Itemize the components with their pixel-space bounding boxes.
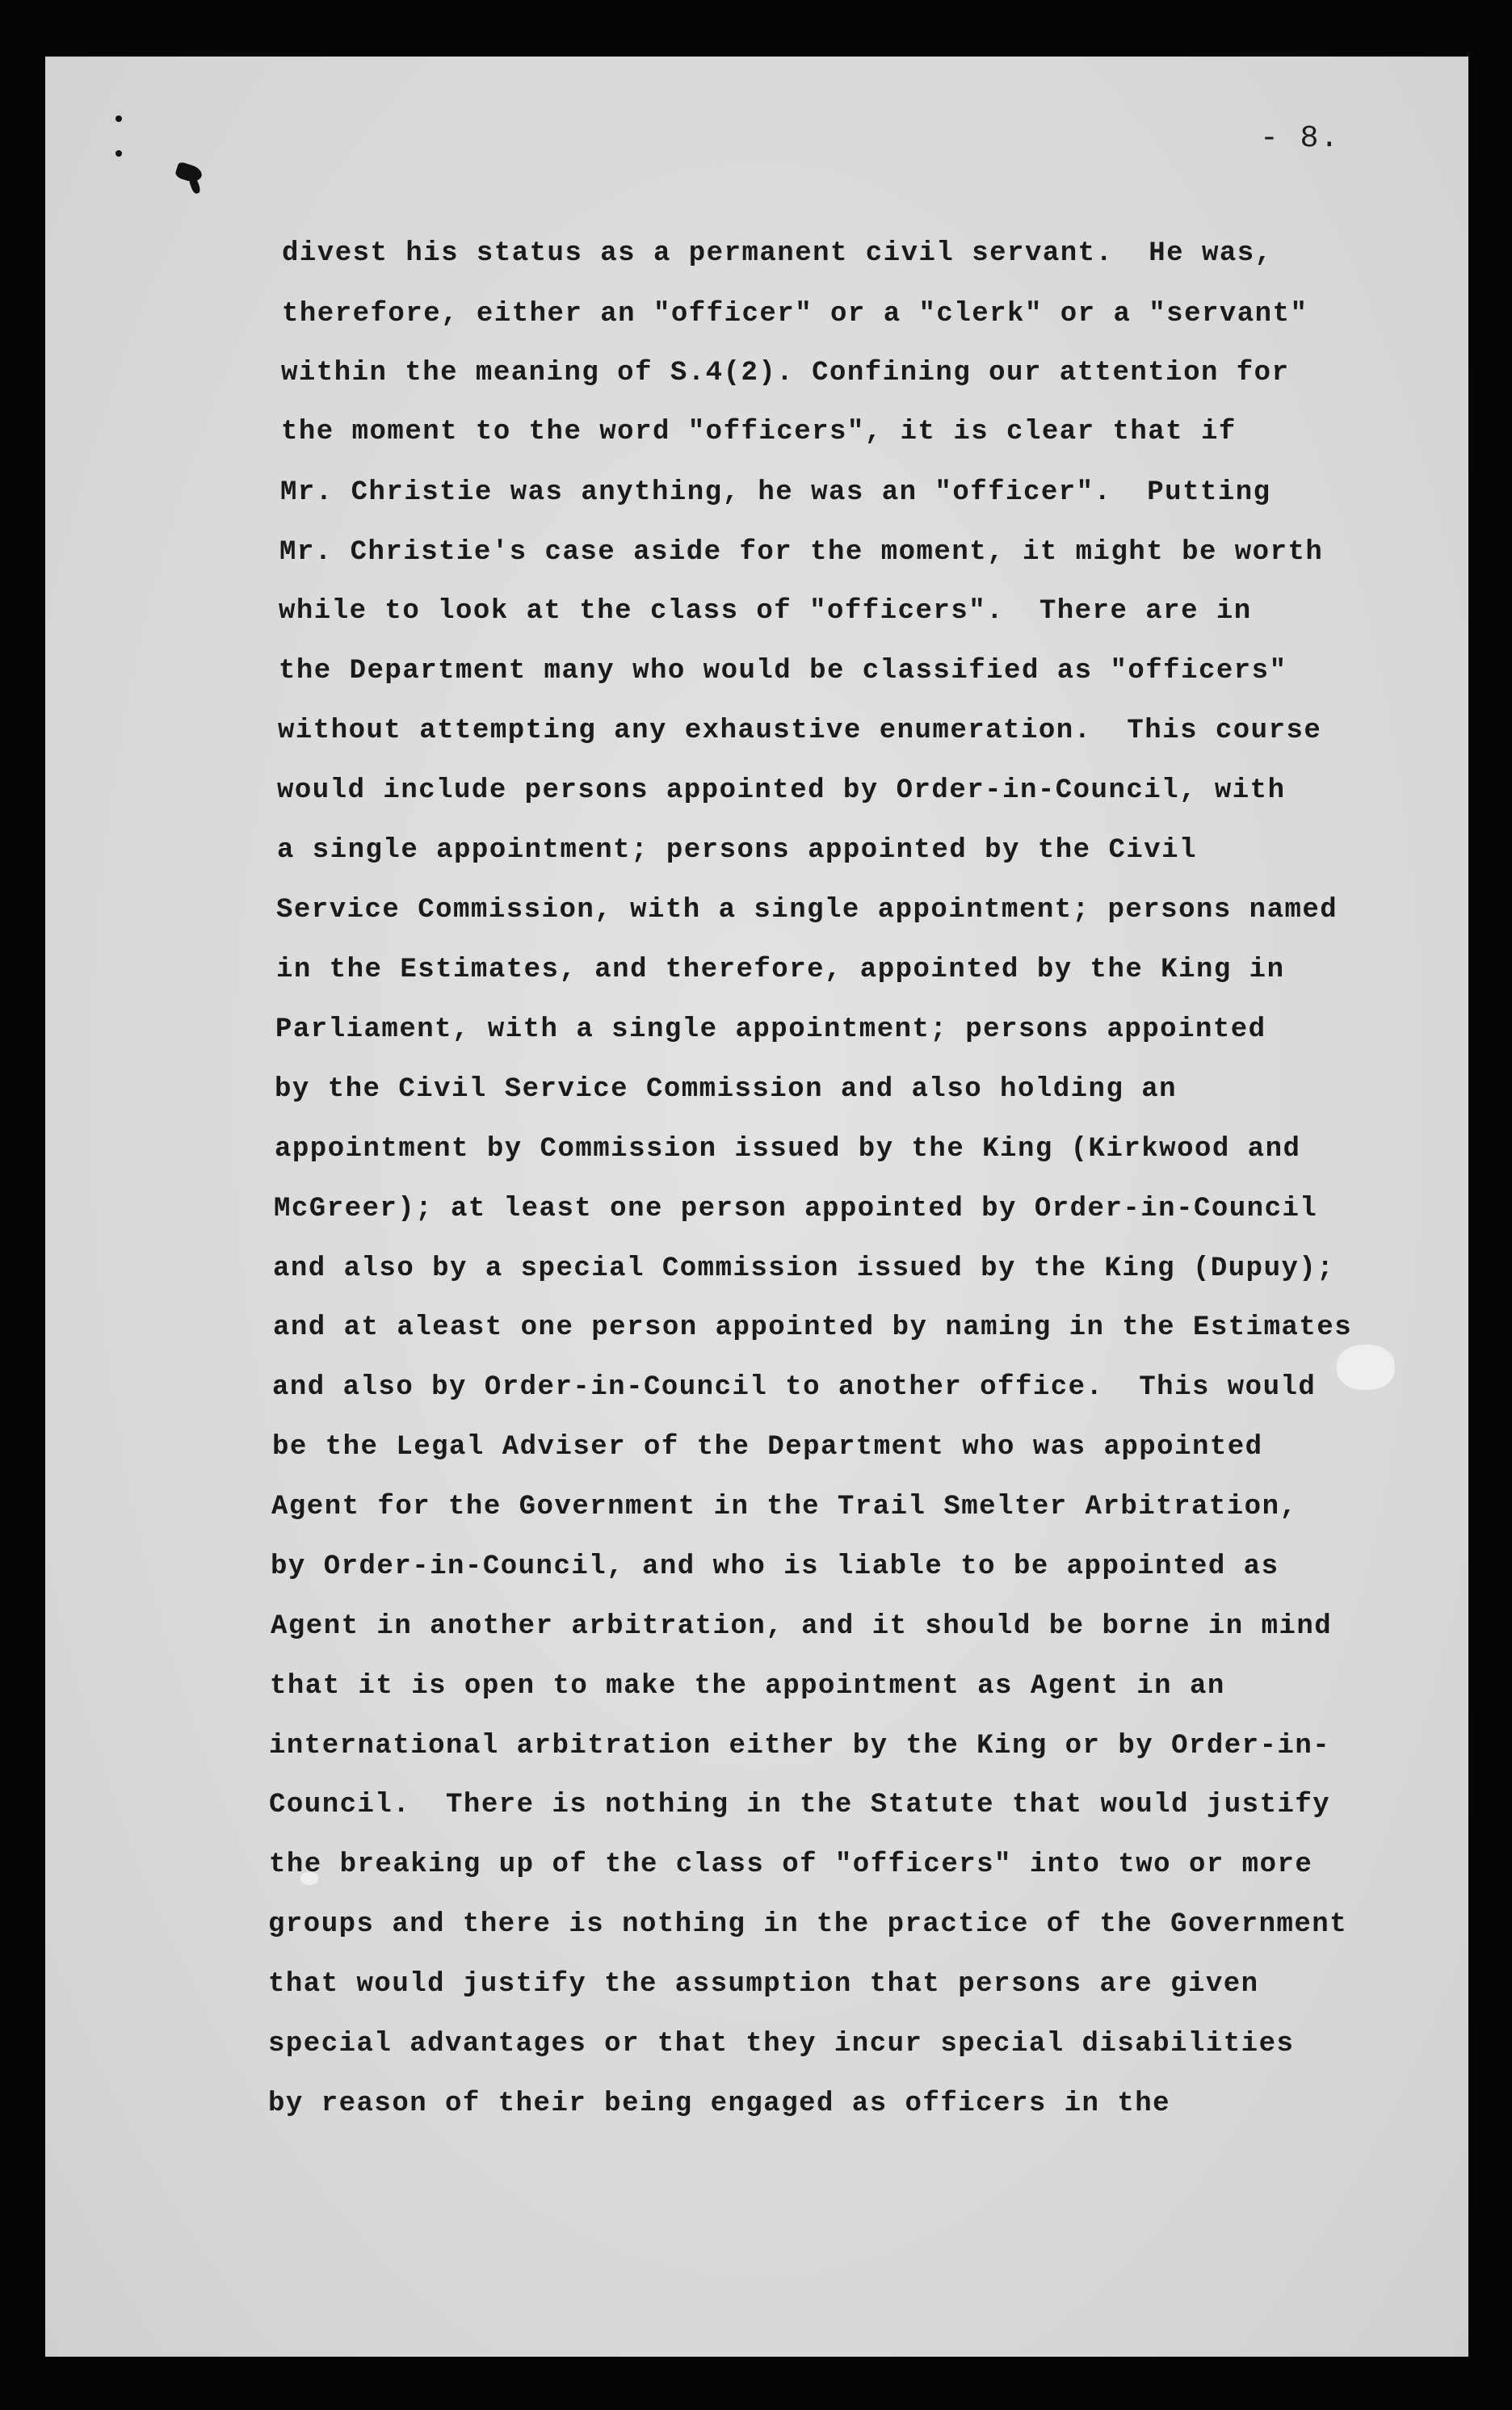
text-line: while to look at the class of "officers". There are in bbox=[279, 596, 1252, 627]
text-line: and at aleast one person appointed by naming in the Estimates bbox=[273, 1312, 1353, 1343]
text-line: Agent for the Government in the Trail Smelter Arbitration, bbox=[271, 1492, 1298, 1522]
text-line: Service Commission, with a single appointment; persons named bbox=[276, 895, 1338, 926]
text-line: the moment to the word "officers", it is clear that if bbox=[281, 417, 1237, 447]
text-line: that it is open to make the appointment as Agent in an bbox=[270, 1671, 1225, 1702]
text-line: by Order-in-Council, and who is liable to be appointed as bbox=[271, 1551, 1279, 1582]
text-line: divest his status as a permanent civil servant. He was, bbox=[282, 238, 1273, 269]
text-line: Council. There is nothing in the Statute that would justify bbox=[269, 1790, 1331, 1820]
text-line: the breaking up of the class of "officers" into two or more bbox=[269, 1849, 1313, 1880]
text-line: that would justify the assumption that persons are given bbox=[268, 1969, 1259, 2000]
text-line: without attempting any exhaustive enumeration. This course bbox=[278, 716, 1322, 746]
text-line: Agent in another arbitration, and it should be borne in mind bbox=[271, 1611, 1333, 1642]
text-line: appointment by Commission issued by the King (Kirkwood and bbox=[275, 1134, 1301, 1165]
text-line: by reason of their being engaged as officers in the bbox=[268, 2089, 1171, 2119]
text-line: in the Estimates, and therefore, appointed by the King in bbox=[276, 955, 1285, 985]
text-line: Mr. Christie's case aside for the moment, it might be worth bbox=[279, 537, 1324, 568]
text-line: within the meaning of S.4(2). Confining our attention for bbox=[281, 358, 1290, 388]
text-line: Parliament, with a single appointment; persons appointed bbox=[275, 1014, 1266, 1045]
text-line: by the Civil Service Commission and also holding an bbox=[275, 1074, 1178, 1105]
text-line: and also by a special Commission issued by the King (Dupuy); bbox=[273, 1253, 1335, 1284]
text-line: international arbitration either by the King or by Order-in- bbox=[269, 1731, 1331, 1761]
page-number: - 8. bbox=[1260, 121, 1341, 156]
text-line: be the Legal Adviser of the Department who was appointed bbox=[272, 1432, 1263, 1463]
text-line: a single appointment; persons appointed by the Civil bbox=[277, 835, 1197, 866]
text-line: would include persons appointed by Order-in-Council, with bbox=[277, 775, 1286, 806]
text-line: groups and there is nothing in the practice of the Government bbox=[268, 1909, 1348, 1940]
text-line: the Department many who would be classified as "officers" bbox=[279, 656, 1287, 686]
text-line: therefore, either an "officer" or a "clerk" or a "servant" bbox=[282, 299, 1308, 330]
text-line: special advantages or that they incur special disabilities bbox=[268, 2029, 1295, 2059]
text-line: McGreer); at least one person appointed by Order-in-Council bbox=[274, 1194, 1318, 1224]
text-line: and also by Order-in-Council to another office. This would bbox=[272, 1372, 1317, 1403]
text-line: Mr. Christie was anything, he was an "officer". Putting bbox=[280, 477, 1271, 508]
